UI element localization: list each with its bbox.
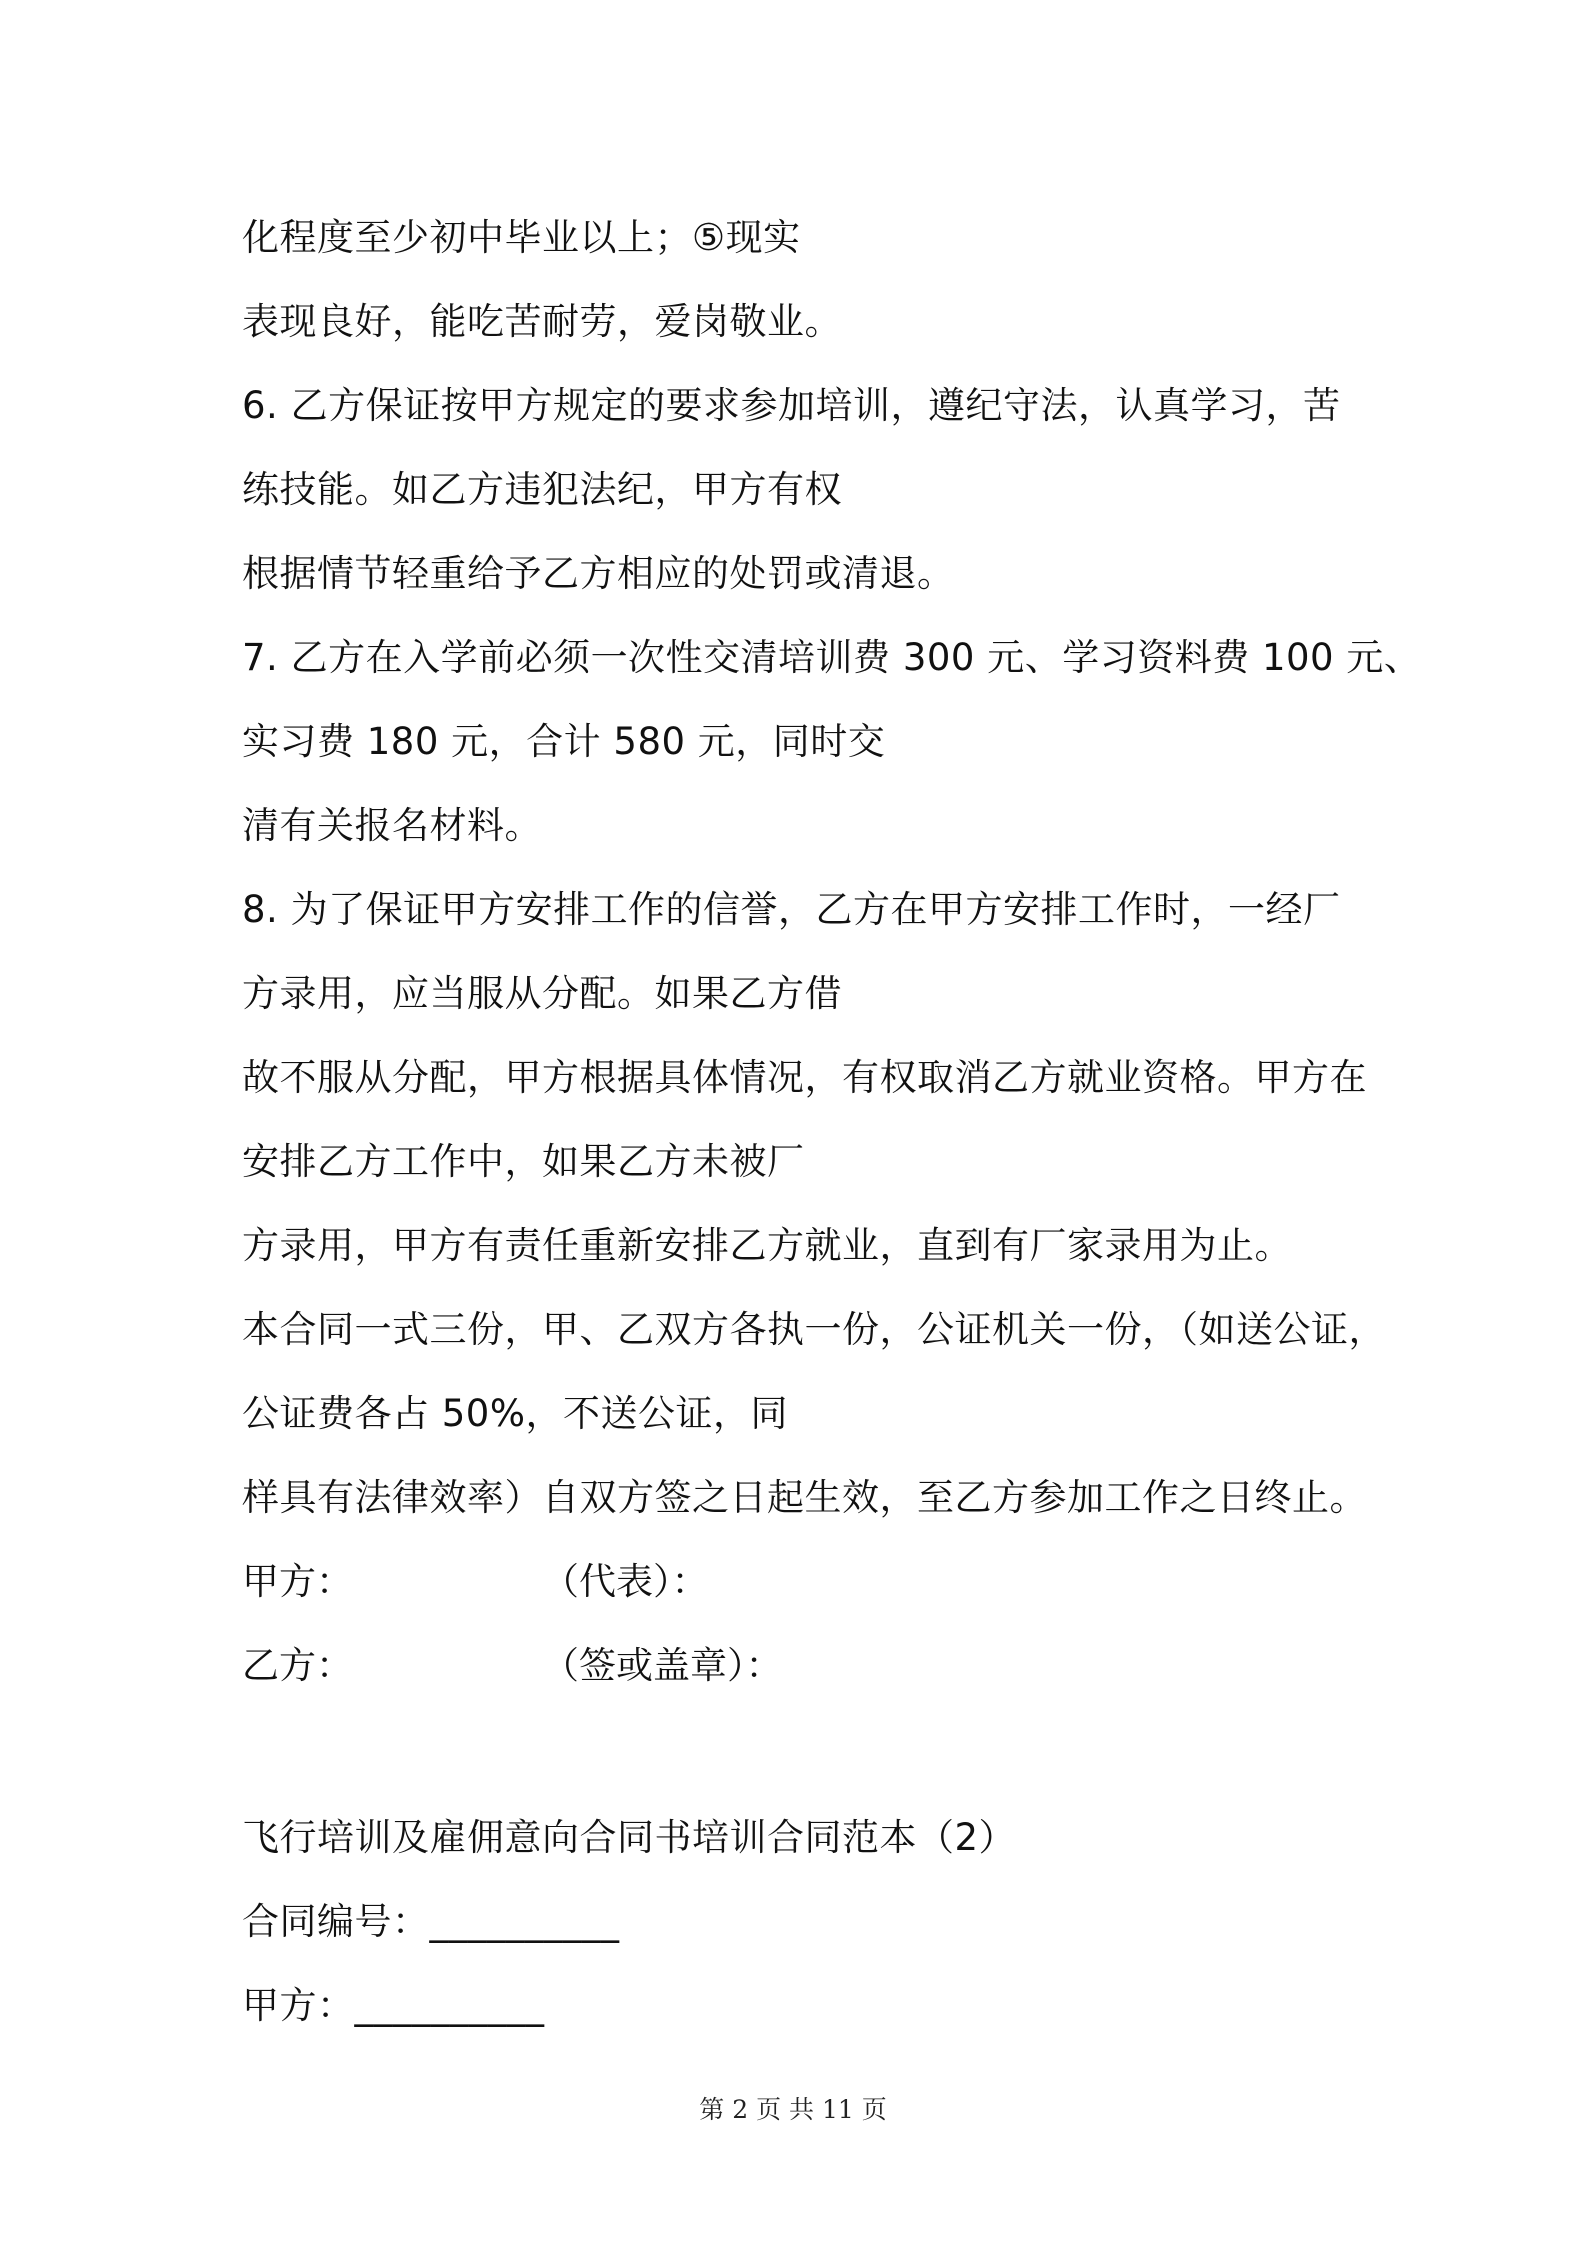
clause-8-line: 8. 为了保证甲方安排工作的信誉，乙方在甲方安排工作时，一经厂 (242, 888, 1341, 931)
page-footer (0, 2090, 1586, 2126)
clause-7-line: 7. 乙方在入学前必须一次性交清培训费 300 元、学习资料费 100 元、 (242, 636, 1422, 679)
document-body (242, 196, 1422, 2048)
text-line: 本合同一式三份，甲、乙双方各执一份，公证机关一份，（如送公证， (242, 1308, 1386, 1351)
text-line: 方录用，应当服从分配。如果乙方借 (242, 972, 842, 1015)
text-line: 根据情节轻重给予乙方相应的处罚或清退。 (242, 552, 955, 595)
signature-note: （签或盖章）： (542, 1644, 783, 1687)
text-line: 清有关报名材料。 (242, 804, 542, 847)
text-line: 公证费各占 50%，不送公证，同 (242, 1392, 788, 1435)
signature-label: 乙方： (242, 1644, 353, 1687)
signature-note: （代表）： (542, 1560, 709, 1603)
contract-number-line: 合同编号：__________ (242, 1900, 620, 1943)
section-spacer (242, 1708, 1362, 1796)
signature-row-party-b (242, 1624, 1362, 1708)
signature-row-party-a (242, 1540, 1362, 1624)
text-line: 样具有法律效率）自双方签之日起生效，至乙方参加工作之日终止。 (242, 1476, 1367, 1519)
text-line: 表现良好，能吃苦耐劳，爱岗敬业。 (242, 300, 842, 343)
clause-6-line: 6. 乙方保证按甲方规定的要求参加培训，遵纪守法，认真学习，苦 (242, 384, 1341, 427)
text-line: 方录用，甲方有责任重新安排乙方就业，直到有厂家录用为止。 (242, 1224, 1292, 1267)
text-line: 故不服从分配，甲方根据具体情况，有权取消乙方就业资格。甲方在 (242, 1056, 1367, 1099)
text-line: 练技能。如乙方违犯法纪，甲方有权 (242, 468, 842, 511)
party-a-line: 甲方：__________ (242, 1984, 545, 2027)
signature-label: 甲方： (242, 1560, 353, 1603)
page-number-label: 第 2 页 共 11 页 (699, 2095, 887, 2124)
text-line: 实习费 180 元，合计 580 元，同时交 (242, 720, 886, 763)
text-line: 安排乙方工作中，如果乙方未被厂 (242, 1140, 805, 1183)
text-line: 化程度至少初中毕业以上；⑤现实 (242, 216, 801, 259)
section-2-title: 飞行培训及雇佣意向合同书培训合同范本（2） (242, 1816, 1017, 1859)
